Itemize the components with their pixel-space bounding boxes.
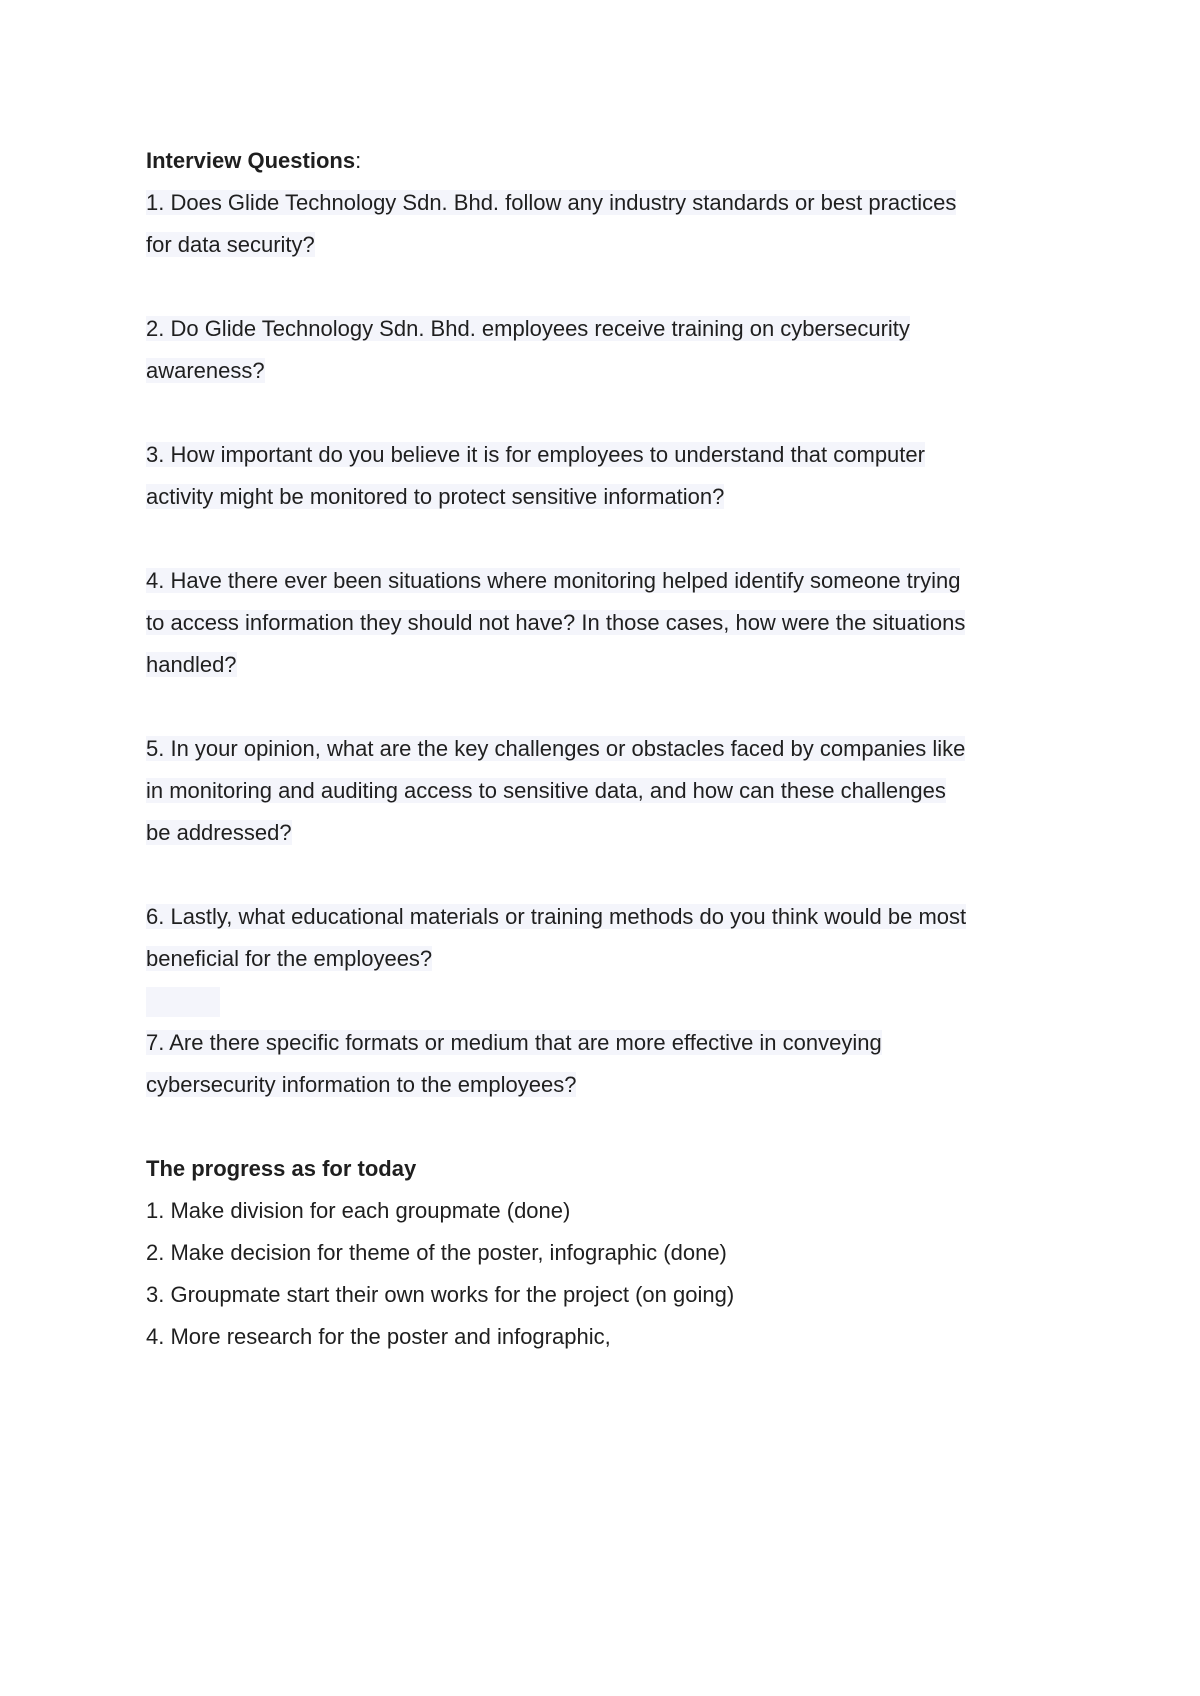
interview-heading-line — [146, 140, 1066, 182]
question-5 — [146, 728, 1066, 854]
question-7 — [146, 1022, 1066, 1106]
question-2 — [146, 308, 1066, 392]
question-1-line-1: 1. Does Glide Technology Sdn. Bhd. follow any industry standards or best practices — [146, 190, 957, 215]
progress-item: 4. More research for the poster and infographic, — [146, 1324, 611, 1349]
question-4 — [146, 560, 1066, 686]
progress-item: 2. Make decision for theme of the poster, infographic (done) — [146, 1240, 727, 1265]
question-1 — [146, 182, 1066, 266]
empty-highlight — [146, 987, 220, 1017]
blank-highlight-line — [146, 980, 1066, 1022]
question-3 — [146, 434, 1066, 518]
interview-heading: Interview Questions — [146, 148, 356, 173]
progress-heading-line — [146, 1148, 1066, 1190]
question-7-line-2: cybersecurity information to the employees? — [146, 1072, 577, 1097]
progress-heading: The progress as for today — [146, 1156, 417, 1181]
question-4-line-3: handled? — [146, 652, 237, 677]
question-6 — [146, 896, 1066, 980]
question-6-line-1: 6. Lastly, what educational materials or training methods do you think would be most — [146, 904, 967, 929]
document-page — [146, 140, 1066, 1358]
question-2-line-1: 2. Do Glide Technology Sdn. Bhd. employees receive training on cybersecurity — [146, 316, 910, 341]
progress-item: 3. Groupmate start their own works for the project (on going) — [146, 1282, 735, 1307]
progress-item: 1. Make division for each groupmate (done) — [146, 1198, 571, 1223]
question-2-line-2: awareness? — [146, 358, 265, 383]
question-4-line-2: to access information they should not have? In those cases, how were the situations — [146, 610, 966, 635]
question-3-line-1: 3. How important do you believe it is for employees to understand that computer — [146, 442, 925, 467]
question-5-line-3: be addressed? — [146, 820, 292, 845]
question-5-line-2: in monitoring and auditing access to sensitive data, and how can these challenges — [146, 778, 946, 803]
question-7-line-1: 7. Are there specific formats or medium that are more effective in conveying — [146, 1030, 882, 1055]
question-4-line-1: 4. Have there ever been situations where monitoring helped identify someone trying — [146, 568, 961, 593]
heading-colon: : — [355, 148, 362, 173]
question-1-line-2: for data security? — [146, 232, 315, 257]
question-6-line-2: beneficial for the employees? — [146, 946, 433, 971]
question-5-line-1: 5. In your opinion, what are the key challenges or obstacles faced by companies like — [146, 736, 966, 761]
question-3-line-2: activity might be monitored to protect sensitive information? — [146, 484, 725, 509]
